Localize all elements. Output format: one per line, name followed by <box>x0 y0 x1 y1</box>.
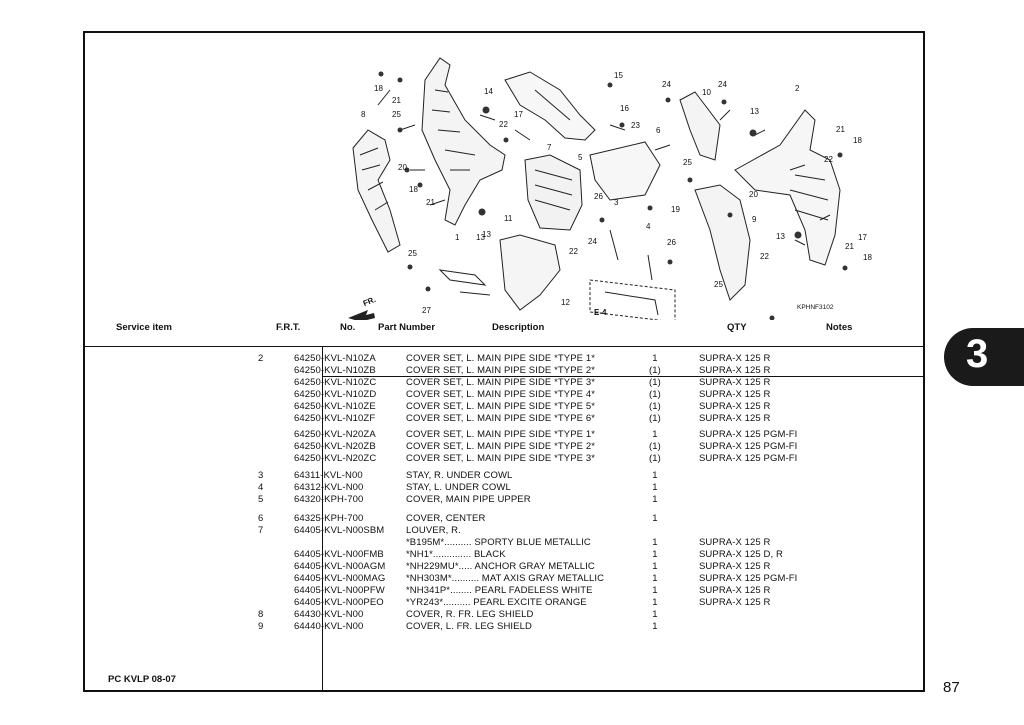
part-number: 64405-KVL-N00MAG <box>294 573 386 584</box>
part-description: *YR243*.......... PEARL EXCITE ORANGE <box>406 597 587 608</box>
callout-number: 26 <box>667 238 676 247</box>
part-number: 64325-KPH-700 <box>294 513 364 524</box>
callout-number: 26 <box>594 192 603 201</box>
header-part-number: Part Number <box>378 322 436 333</box>
table-top-rule <box>85 346 923 347</box>
part-number: 64250-KVL-N10ZA <box>294 353 376 364</box>
callout-number: 25 <box>714 280 723 289</box>
part-description: COVER, L. FR. LEG SHIELD <box>406 621 532 632</box>
callout-number: 22 <box>499 120 508 129</box>
header-notes: Notes <box>826 322 853 333</box>
part-qty: 1 <box>652 573 658 584</box>
callout-number: 24 <box>718 80 727 89</box>
callout-number: 24 <box>588 237 597 246</box>
callout-number: 20 <box>749 190 758 199</box>
callout-number: 20 <box>398 163 407 172</box>
callout-number: 8 <box>361 110 366 119</box>
callout-number: 12 <box>561 298 570 307</box>
part-qty: (1) <box>649 441 661 452</box>
part-note: SUPRA-X 125 D, R <box>699 549 783 560</box>
part-number: 64250-KVL-N20ZC <box>294 453 377 464</box>
part-qty: 1 <box>652 429 658 440</box>
part-number: 64320-KPH-700 <box>294 494 364 505</box>
header-service-item: Service item <box>116 322 172 333</box>
part-qty: 1 <box>652 537 658 548</box>
part-note: SUPRA-X 125 R <box>699 597 771 608</box>
part-no: 5 <box>258 494 264 505</box>
part-number: 64250-KVL-N10ZC <box>294 377 377 388</box>
part-no: 2 <box>258 353 264 364</box>
part-description: *NH1*.............. BLACK <box>406 549 506 560</box>
callout-number: 14 <box>484 87 493 96</box>
front-direction-label: FR. <box>361 294 378 309</box>
part-number: 64405-KVL-N00PFW <box>294 585 385 596</box>
callout-number: 17 <box>514 110 523 119</box>
part-description: COVER SET, L. MAIN PIPE SIDE *TYPE 3* <box>406 453 596 464</box>
part-note: SUPRA-X 125 PGM-FI <box>699 429 798 440</box>
part-qty: (1) <box>649 401 661 412</box>
part-description: COVER, R. FR. LEG SHIELD <box>406 609 534 620</box>
callout-number: 25 <box>683 158 692 167</box>
part-number: 64405-KVL-N00PEO <box>294 597 384 608</box>
page-number: 87 <box>943 679 960 696</box>
callout-number: 11 <box>504 214 513 223</box>
callout-number: 18 <box>409 185 418 194</box>
parts-diagram <box>250 30 850 320</box>
part-note: SUPRA-X 125 R <box>699 389 771 400</box>
part-qty: (1) <box>649 453 661 464</box>
part-number: 64405-KVL-N00AGM <box>294 561 386 572</box>
part-qty: (1) <box>649 365 661 376</box>
part-qty: 1 <box>652 513 658 524</box>
part-qty: 1 <box>652 561 658 572</box>
part-qty: 1 <box>652 470 658 481</box>
part-number: 64250-KVL-N20ZB <box>294 441 376 452</box>
callout-number: 6 <box>656 126 661 135</box>
part-number: 64250-KVL-N10ZD <box>294 389 377 400</box>
callout-number: 21 <box>426 198 435 207</box>
part-description: STAY, R. UNDER COWL <box>406 470 513 481</box>
callout-number: 5 <box>578 153 583 162</box>
callout-number: 21 <box>845 242 854 251</box>
callout-number: 22 <box>760 252 769 261</box>
part-qty: (1) <box>649 413 661 424</box>
callout-number: 18 <box>853 136 862 145</box>
part-description: COVER, MAIN PIPE UPPER <box>406 494 531 505</box>
part-description: *NH341P*........ PEARL FADELESS WHITE <box>406 585 593 596</box>
callout-number: 13 <box>482 230 491 239</box>
callout-number: 10 <box>702 88 711 97</box>
part-number: 64405-KVL-N00FMB <box>294 549 384 560</box>
part-description: COVER SET, L. MAIN PIPE SIDE *TYPE 2* <box>406 365 596 376</box>
part-number: 64312-KVL-N00 <box>294 482 364 493</box>
callout-number: 25 <box>392 110 401 119</box>
callout-number: 23 <box>631 121 640 130</box>
part-note: SUPRA-X 125 R <box>699 401 771 412</box>
part-description: COVER SET, L. MAIN PIPE SIDE *TYPE 4* <box>406 389 596 400</box>
part-number: 64440-KVL-N00 <box>294 621 364 632</box>
part-qty: 1 <box>652 585 658 596</box>
part-description: COVER SET, L. MAIN PIPE SIDE *TYPE 1* <box>406 429 596 440</box>
part-note: SUPRA-X 125 PGM-FI <box>699 573 798 584</box>
header-frt: F.R.T. <box>276 322 301 333</box>
callout-number: 22 <box>824 155 833 164</box>
part-qty: 1 <box>652 482 658 493</box>
part-number: 64250-KVL-N10ZE <box>294 401 376 412</box>
part-no: 9 <box>258 621 264 632</box>
part-description: *NH229MU*..... ANCHOR GRAY METALLIC <box>406 561 595 572</box>
part-qty: 1 <box>652 609 658 620</box>
callout-number: 18 <box>863 253 872 262</box>
part-qty: 1 <box>652 494 658 505</box>
callout-number: 13 <box>776 232 785 241</box>
part-description: STAY, L. UNDER COWL <box>406 482 511 493</box>
part-note: SUPRA-X 125 PGM-FI <box>699 441 798 452</box>
callout-number: 22 <box>569 247 578 256</box>
section-tab-label: 3 <box>966 332 989 376</box>
part-no: 3 <box>258 470 264 481</box>
part-no: 7 <box>258 525 264 536</box>
part-number: 64405-KVL-N00SBM <box>294 525 385 536</box>
catalog-code: PC KVLP 08-07 <box>108 674 176 685</box>
callout-number: 2 <box>795 84 800 93</box>
part-no: 6 <box>258 513 264 524</box>
callout-number: 3 <box>614 198 619 207</box>
part-description: COVER SET, L. MAIN PIPE SIDE *TYPE 5* <box>406 401 596 412</box>
part-note: SUPRA-X 125 R <box>699 585 771 596</box>
part-note: SUPRA-X 125 PGM-FI <box>699 453 798 464</box>
part-note: SUPRA-X 125 R <box>699 353 771 364</box>
part-qty: 1 <box>652 353 658 364</box>
callout-number: 1 <box>455 233 460 242</box>
part-qty: 1 <box>652 621 658 632</box>
callout-number: 16 <box>620 104 629 113</box>
callout-number: 18 <box>374 84 383 93</box>
part-description: *B195M*.......... SPORTY BLUE METALLIC <box>406 537 591 548</box>
header-description: Description <box>492 322 545 333</box>
part-description: COVER SET, L. MAIN PIPE SIDE *TYPE 2* <box>406 441 596 452</box>
part-qty: 1 <box>652 597 658 608</box>
callout-number: 21 <box>836 125 845 134</box>
part-note: SUPRA-X 125 R <box>699 413 771 424</box>
header-no: No. <box>340 322 356 333</box>
part-note: SUPRA-X 125 R <box>699 377 771 388</box>
callout-number: 27 <box>422 306 431 315</box>
part-qty: (1) <box>649 377 661 388</box>
callout-number: 7 <box>547 143 552 152</box>
callout-number: 15 <box>614 71 623 80</box>
part-description: COVER SET, L. MAIN PIPE SIDE *TYPE 1* <box>406 353 596 364</box>
part-number: 64430-KVL-N00 <box>294 609 364 620</box>
part-description: COVER, CENTER <box>406 513 486 524</box>
callout-number: 24 <box>662 80 671 89</box>
figure-code: KPHNF3102 <box>797 304 834 311</box>
part-note: SUPRA-X 125 R <box>699 561 771 572</box>
part-description: LOUVER, R. <box>406 525 461 536</box>
part-description: COVER SET, L. MAIN PIPE SIDE *TYPE 3* <box>406 377 596 388</box>
part-note: SUPRA-X 125 R <box>699 537 771 548</box>
part-qty: (1) <box>649 389 661 400</box>
callout-number: 21 <box>392 96 401 105</box>
callout-number: 19 <box>671 205 680 214</box>
part-description: *NH303M*.......... MAT AXIS GRAY METALLIC <box>406 573 605 584</box>
callout-number: 9 <box>752 215 757 224</box>
part-number: 64250-KVL-N10ZF <box>294 413 376 424</box>
part-number: 64311-KVL-N00 <box>294 470 363 481</box>
callout-number: 17 <box>858 233 867 242</box>
part-no: 4 <box>258 482 264 493</box>
header-qty: QTY <box>727 322 747 333</box>
callout-number: 4 <box>646 222 651 231</box>
callout-number: 13 <box>476 233 485 242</box>
part-description: COVER SET, L. MAIN PIPE SIDE *TYPE 6* <box>406 413 596 424</box>
part-note: SUPRA-X 125 R <box>699 365 771 376</box>
part-qty: 1 <box>652 549 658 560</box>
part-number: 64250-KVL-N20ZA <box>294 429 376 440</box>
callout-number: 13 <box>750 107 759 116</box>
part-no: 8 <box>258 609 264 620</box>
callout-number: 25 <box>408 249 417 258</box>
reference-label: E-4 <box>594 308 607 317</box>
part-number: 64250-KVL-N10ZB <box>294 365 376 376</box>
